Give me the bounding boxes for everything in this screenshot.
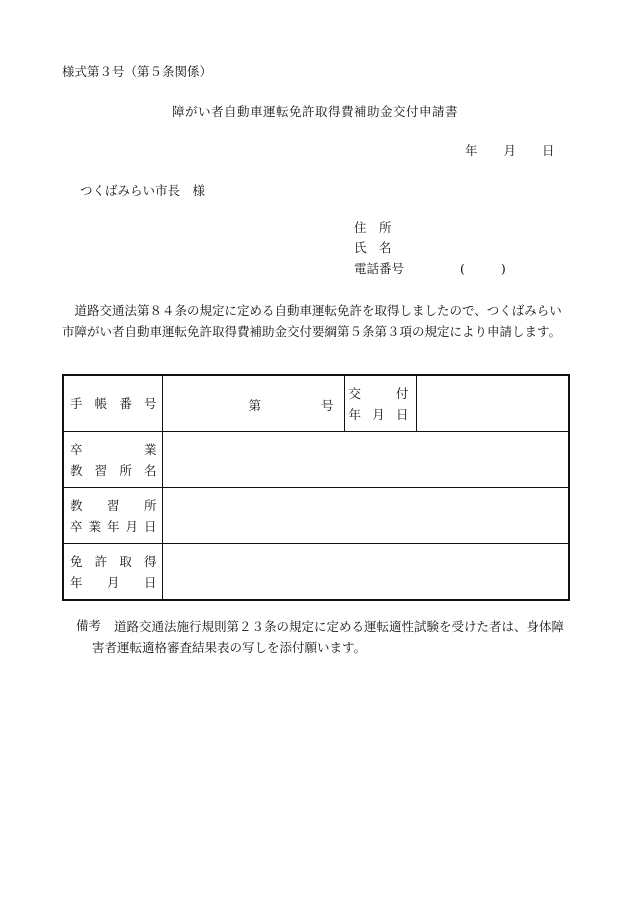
phone-parentheses: ( ) xyxy=(460,261,506,276)
school-name-label: 卒 業 教 習 所 名 xyxy=(63,432,162,488)
notebook-number-label: 手 帳 番 号 xyxy=(63,375,162,432)
issue-date-field[interactable] xyxy=(416,375,569,432)
document-title: 障がい者自動車運転免許取得費補助金交付申請書 xyxy=(171,104,458,119)
form-number: 様式第３号（第５条関係） xyxy=(62,64,213,79)
license-date-field[interactable] xyxy=(162,544,569,601)
application-fields-table xyxy=(62,374,570,601)
school-name-field[interactable] xyxy=(162,432,569,488)
table-row xyxy=(63,544,569,601)
phone-label: 電話番号 xyxy=(354,261,405,276)
remarks-text: 道路交通法施行規則第２３条の規定に定める運転適性試験を受けた者は、身体障害者運転適格審査結果表の写しを添付願います。 xyxy=(92,619,565,655)
school-graduation-date-field[interactable] xyxy=(162,488,569,544)
notebook-number-field[interactable]: 第 号 xyxy=(162,375,344,432)
date-year-label: 年 xyxy=(465,143,478,158)
remarks-label: 備考 xyxy=(76,618,102,633)
table-row xyxy=(63,488,569,544)
addressee: つくばみらい市長 様 xyxy=(80,183,206,198)
school-graduation-date-label: 教 習 所 卒 業 年 月 日 xyxy=(63,488,162,544)
date-line xyxy=(465,145,555,158)
table-row xyxy=(63,375,569,432)
license-date-label: 免 許 取 得 年 月 日 xyxy=(63,544,162,601)
date-day-label: 日 xyxy=(542,143,555,158)
date-month-label: 月 xyxy=(503,143,517,158)
address-label: 住 所 xyxy=(354,220,392,235)
issue-date-label: 交 付 年 月 日 xyxy=(344,375,416,432)
application-body-text: 道路交通法第８４条の規定に定める自動車運転免許を取得しましたので、つくばみらい市障がい者自動車運転免許取得費補助金交付要綱第５条第３項の規定により申請します。 xyxy=(62,303,562,339)
table-row xyxy=(63,432,569,488)
name-label: 氏 名 xyxy=(354,240,392,255)
